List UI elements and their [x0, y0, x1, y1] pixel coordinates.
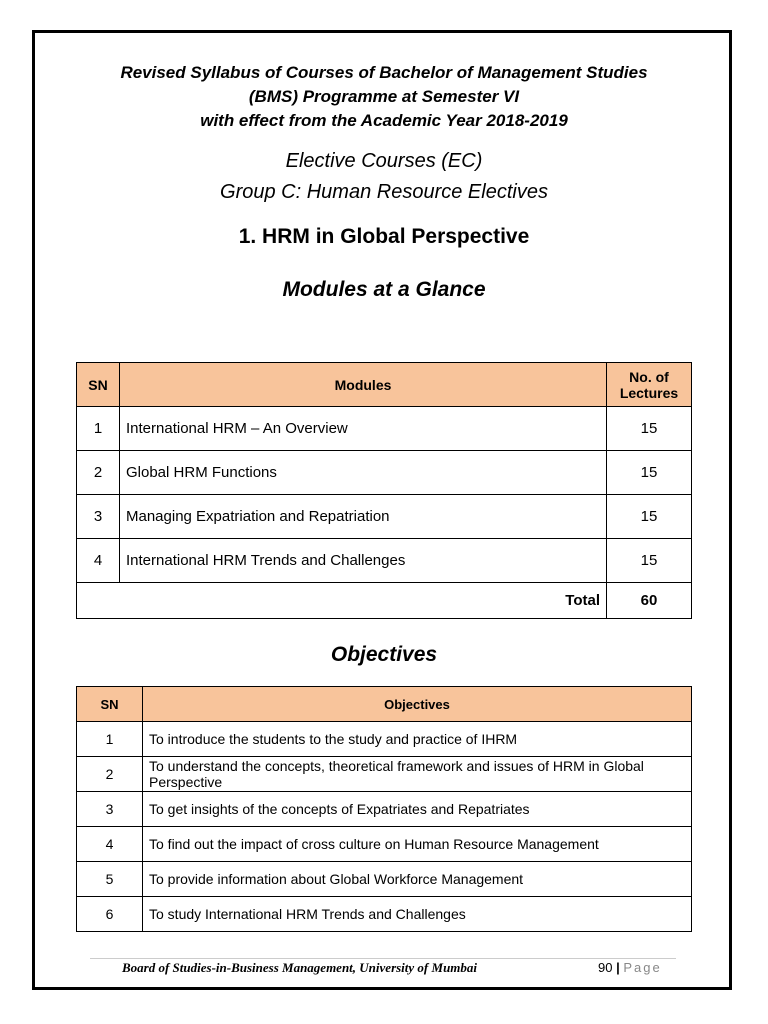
- row-module: International HRM – An Overview: [120, 407, 607, 451]
- footer-org: Board of Studies-in-Business Management, University of Mumbai: [122, 960, 478, 975]
- row-objective: To provide information about Global Workforce Management: [143, 862, 692, 897]
- col-modules: Modules: [120, 363, 607, 407]
- table-row: [77, 495, 692, 539]
- objectives-table: [76, 686, 692, 932]
- subtitle-line-1: Elective Courses (EC): [285, 150, 483, 172]
- row-sn: 4: [77, 539, 120, 583]
- subtitle-line-2: Group C: Human Resource Electives: [220, 181, 548, 203]
- row-lectures: 15: [607, 407, 692, 451]
- header-line-3: with effect from the Academic Year 2018-2019: [200, 111, 568, 130]
- modules-heading: Modules at a Glance: [282, 278, 486, 301]
- row-sn: 4: [77, 827, 143, 862]
- row-module: International HRM Trends and Challenges: [120, 539, 607, 583]
- page-number: 90: [598, 960, 613, 975]
- row-module: Managing Expatriation and Repatriation: [120, 495, 607, 539]
- row-sn: 1: [77, 407, 120, 451]
- row-lectures: 15: [607, 539, 692, 583]
- col-sn: SN: [77, 687, 143, 722]
- table-row: [77, 757, 692, 792]
- row-module: Global HRM Functions: [120, 451, 607, 495]
- total-row: [77, 583, 692, 619]
- col-lectures: [607, 363, 692, 407]
- objectives-header-row: [77, 687, 692, 722]
- row-sn: 2: [77, 757, 143, 792]
- row-sn: 3: [77, 792, 143, 827]
- row-sn: 3: [77, 495, 120, 539]
- row-sn: 5: [77, 862, 143, 897]
- total-value: 60: [607, 583, 692, 619]
- row-sn: 6: [77, 897, 143, 932]
- header-line-2: (BMS) Programme at Semester VI: [248, 87, 520, 106]
- footer-divider: [90, 958, 676, 959]
- table-row: [77, 897, 692, 932]
- table-row: [77, 407, 692, 451]
- table-row: [77, 451, 692, 495]
- col-lectures-line-1: No. of: [629, 368, 669, 385]
- table-row: [77, 862, 692, 897]
- row-objective: To study International HRM Trends and Challenges: [143, 897, 692, 932]
- modules-table: [76, 362, 692, 619]
- objectives-heading: Objectives: [330, 643, 438, 666]
- course-title: 1. HRM in Global Perspective: [238, 225, 530, 248]
- col-sn: SN: [77, 363, 120, 407]
- row-lectures: 15: [607, 451, 692, 495]
- col-objectives: Objectives: [143, 687, 692, 722]
- row-lectures: 15: [607, 495, 692, 539]
- page-separator: |: [616, 960, 620, 975]
- page-word: Page: [623, 960, 662, 975]
- total-label: Total: [77, 583, 607, 619]
- table-row: [77, 827, 692, 862]
- table-row: [77, 539, 692, 583]
- row-sn: 1: [77, 722, 143, 757]
- row-objective: To find out the impact of cross culture on Human Resource Management: [143, 827, 692, 862]
- footer-page: [598, 960, 662, 975]
- header-line-1: Revised Syllabus of Courses of Bachelor of Management Studies: [120, 63, 648, 82]
- row-objective: To get insights of the concepts of Expatriates and Repatriates: [143, 792, 692, 827]
- table-row: [77, 722, 692, 757]
- row-objective: To introduce the students to the study and practice of IHRM: [143, 722, 692, 757]
- table-row: [77, 792, 692, 827]
- modules-header-row: [77, 363, 692, 407]
- row-sn: 2: [77, 451, 120, 495]
- row-objective: To understand the concepts, theoretical framework and issues of HRM in Global Perspective: [143, 757, 692, 792]
- col-lectures-line-2: Lectures: [619, 384, 679, 401]
